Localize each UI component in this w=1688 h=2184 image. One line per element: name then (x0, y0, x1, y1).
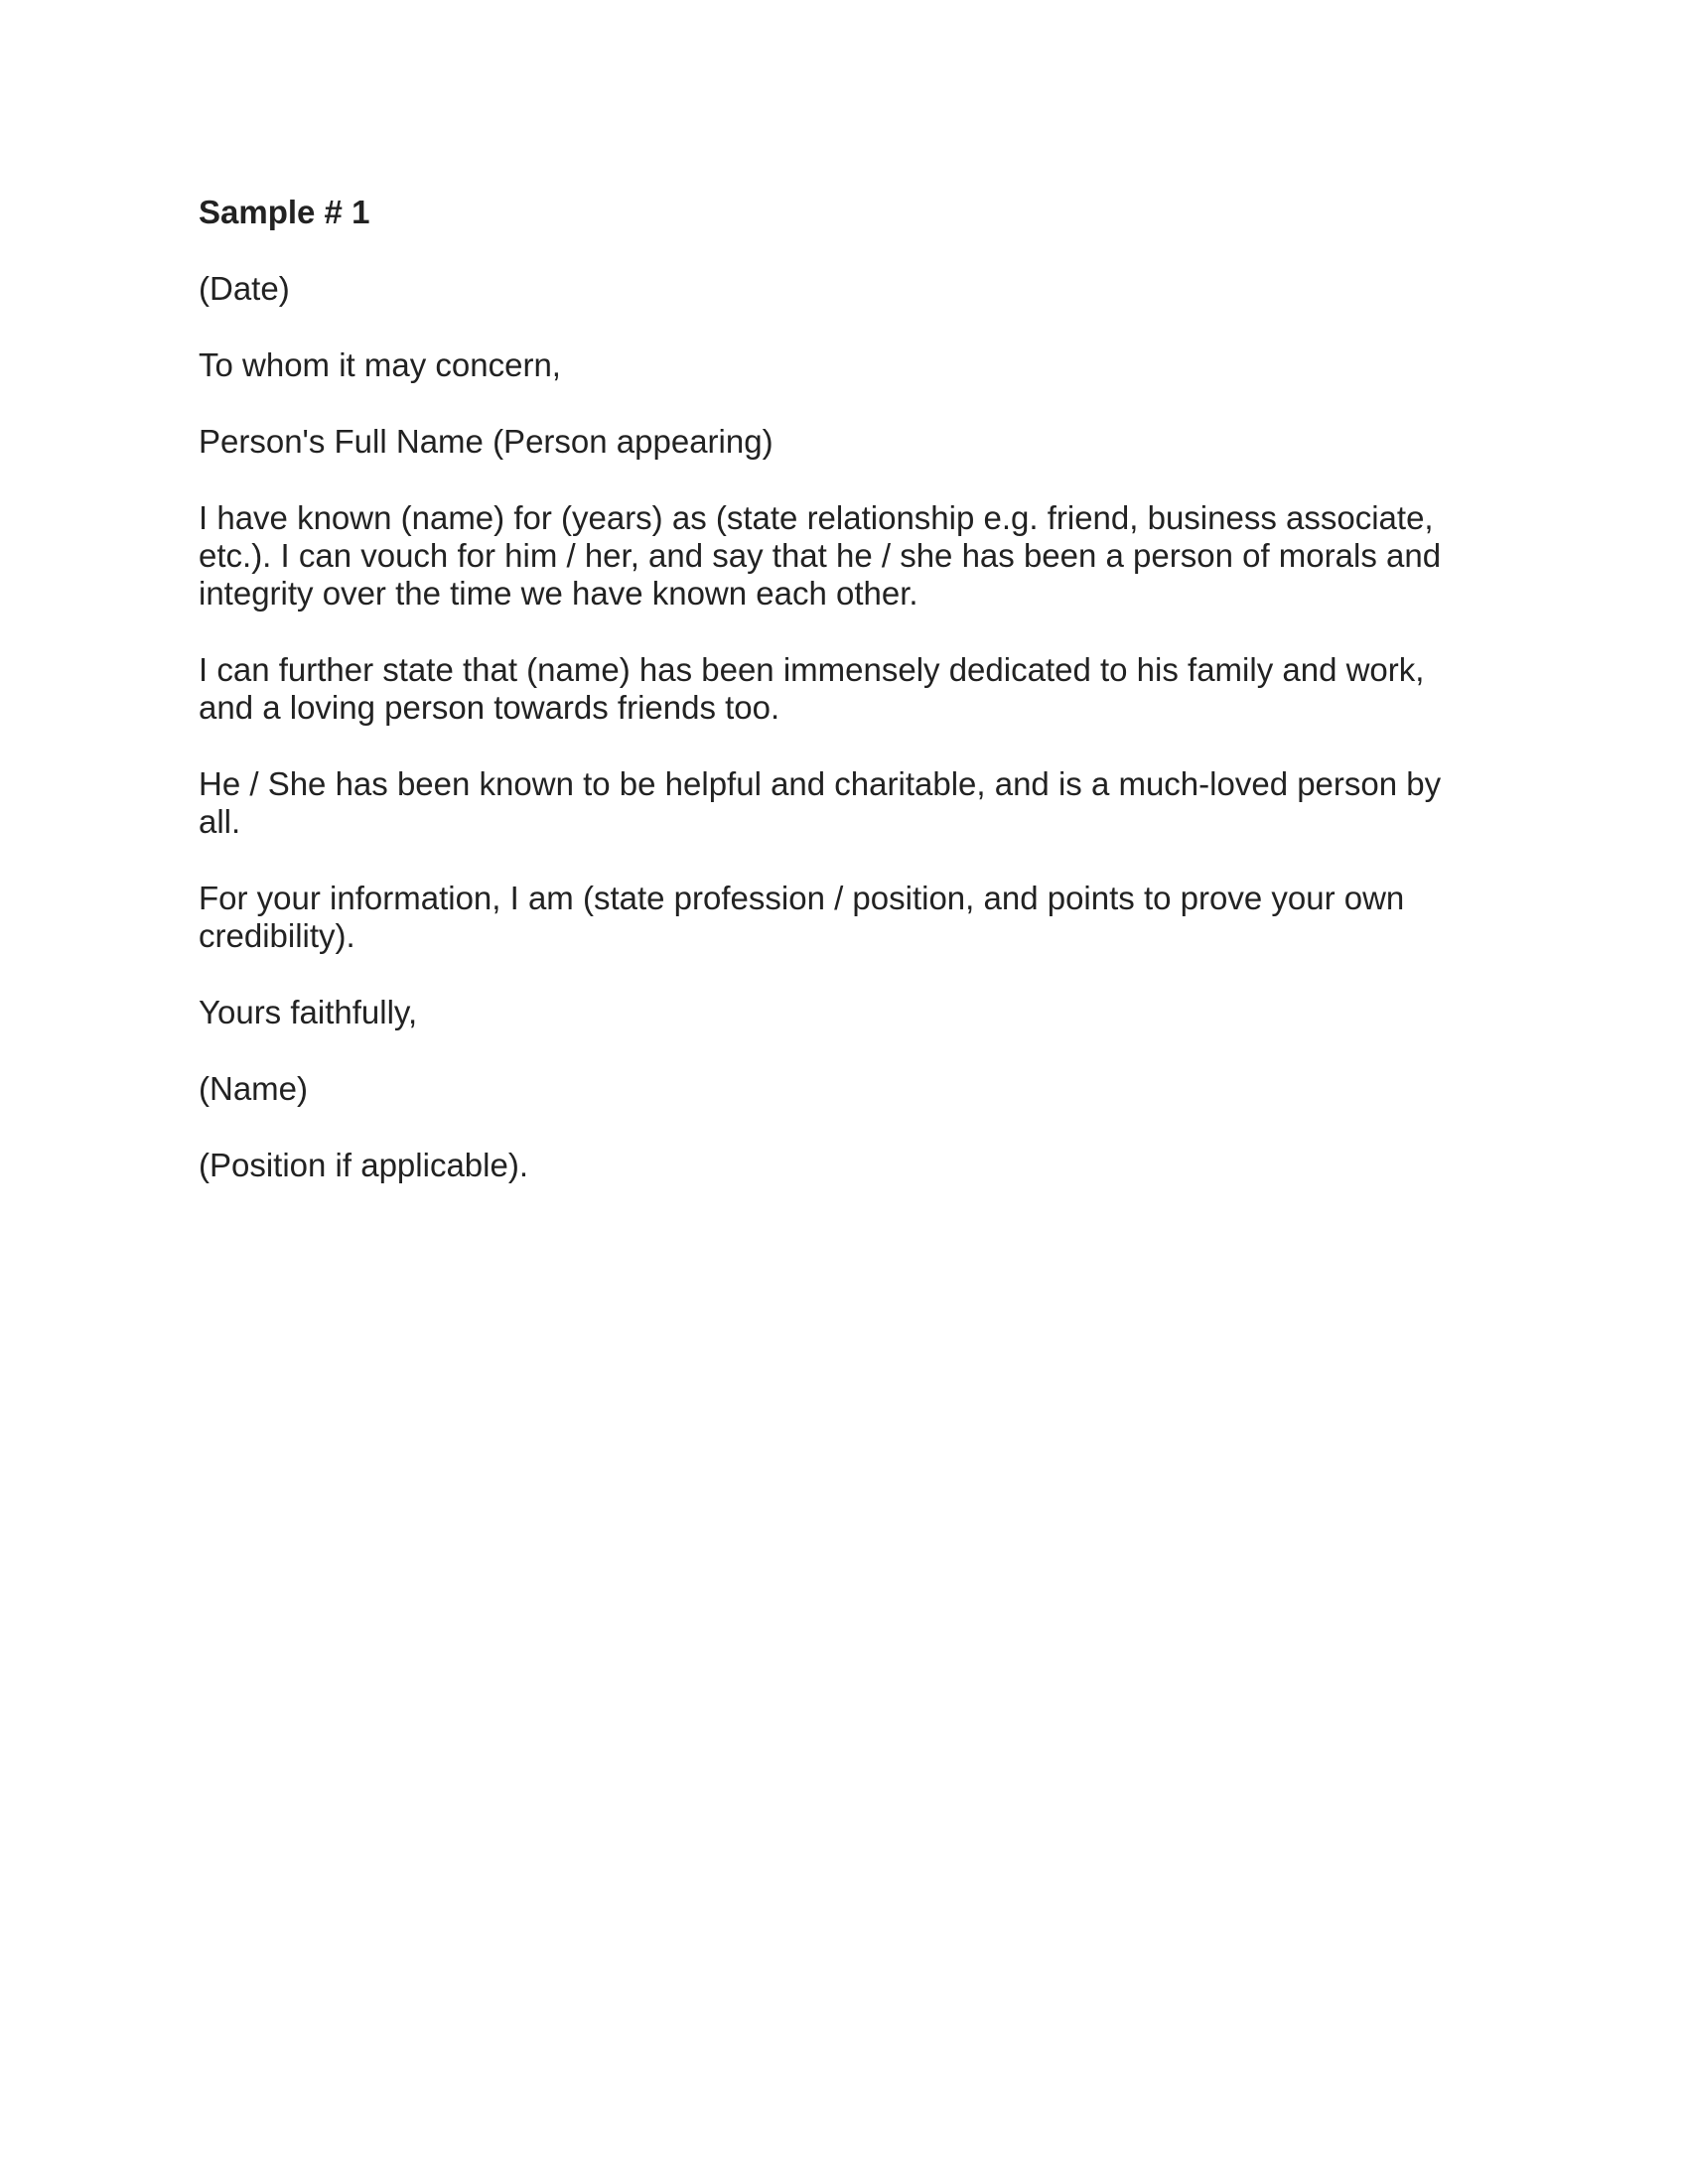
letter-subject: Person's Full Name (Person appearing) (199, 423, 774, 460)
letter-heading: Sample # 1 (199, 194, 370, 230)
letter-date: (Date) (199, 270, 290, 307)
letter-paragraph-2: I can further state that (name) has been immensely dedicated to his family and work, and a loving person towards friends too. (199, 651, 1425, 726)
letter-paragraph-1: I have known (name) for (years) as (state relationship e.g. friend, business associate, etc.). I can vouch for him / her, and say that he / she has been a person of morals and integrity over the time we have known each other. (199, 499, 1442, 612)
letter-salutation: To whom it may concern, (199, 346, 561, 383)
letter-page (199, 194, 1489, 1223)
letter-closing: Yours faithfully, (199, 994, 418, 1030)
letter-paragraph-3: He / She has been known to be helpful and charitable, and is a much-loved person by all. (199, 765, 1442, 840)
letter-paragraph-4: For your information, I am (state profession / position, and points to prove your own credibility). (199, 880, 1405, 954)
letter-signer-position: (Position if applicable). (199, 1147, 528, 1183)
letter-signer-name: (Name) (199, 1070, 309, 1107)
